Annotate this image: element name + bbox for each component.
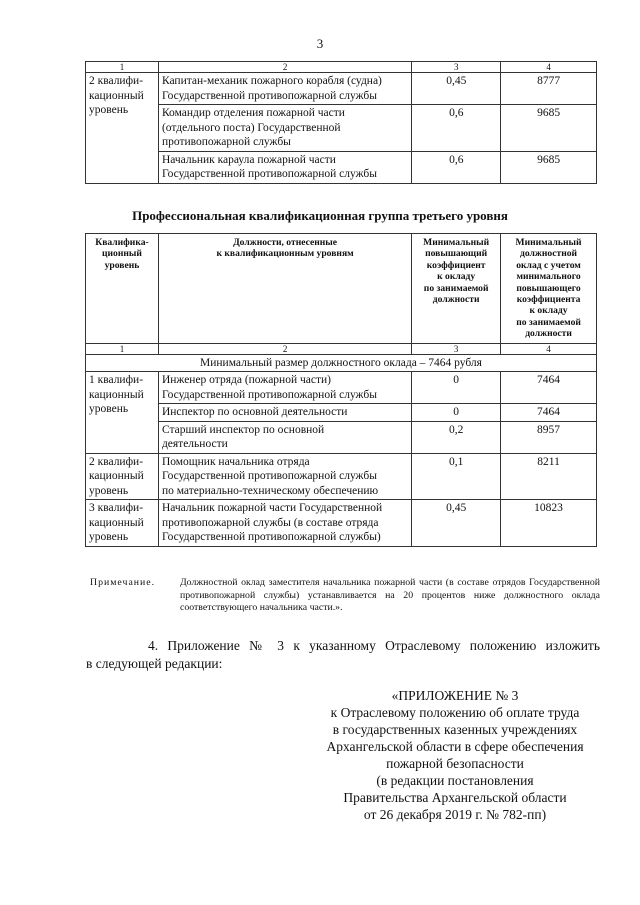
index-cell: 3	[412, 343, 501, 354]
table-row	[86, 105, 597, 152]
salary-cell: 7464	[501, 372, 597, 404]
appendix-line: Правительства Архангельской области	[343, 790, 567, 805]
page-number: 3	[316, 36, 324, 51]
paragraph-line: в следующей редакции:	[86, 656, 223, 671]
coef-cell: 0,6	[412, 151, 501, 183]
level-cell: 2 квалифи- кационный уровень	[86, 453, 159, 500]
header-coef: Минимальный повышающий коэффициент к окладу по занимаемой должности	[412, 234, 501, 344]
appendix-line: «ПРИЛОЖЕНИЕ № 3	[391, 688, 519, 703]
position-cell: Начальник караула пожарной части Государственной противопожарной службы	[158, 151, 411, 183]
note	[90, 577, 600, 615]
table-row	[86, 151, 597, 183]
index-cell: 4	[501, 62, 597, 73]
salary-cell: 7464	[501, 404, 597, 422]
appendix-line: Архангельской области в сфере обеспечения	[326, 739, 584, 754]
table-index-row	[86, 62, 597, 73]
index-cell: 2	[158, 343, 411, 354]
position-cell: Командир отделения пожарной части (отдельного поста) Государственной противопожарной службы	[158, 105, 411, 152]
amendment-paragraph	[86, 637, 600, 673]
header-position: Должности, отнесенные к квалификационным уровням	[158, 234, 411, 344]
level-cell: 2 квалифи- кационный уровень	[86, 73, 159, 184]
table-row	[86, 404, 597, 422]
salary-cell: 10823	[501, 500, 597, 547]
position-cell: Помощник начальника отряда Государственной противопожарной службы по материально-техническому обеспечению	[158, 453, 411, 500]
appendix-line: от 26 декабря 2019 г. № 782-пп)	[363, 807, 547, 822]
header-level: Квалифика- ционный уровень	[86, 234, 159, 344]
salary-cell: 8211	[501, 453, 597, 500]
note-label: Примечание.	[90, 577, 156, 588]
salary-cell: 9685	[501, 151, 597, 183]
note-text: Должностной оклад заместителя начальника пожарной части (в составе отрядов Государственной противопожарной службы) устанавливается на 20 процентов ниже должностного оклада соответствующего начальника части.».	[180, 577, 600, 614]
coef-cell: 0,1	[412, 453, 501, 500]
min-salary-row	[86, 354, 597, 372]
coef-cell: 0	[412, 404, 501, 422]
table-second-level-continuation	[85, 61, 597, 184]
coef-cell: 0	[412, 372, 501, 404]
appendix-line: к Отраслевому положению об оплате труда	[330, 705, 580, 720]
coef-cell: 0,45	[412, 500, 501, 547]
position-cell: Начальник пожарной части Государственной противопожарной службы (в составе отряда Государственной противопожарной службы)	[158, 500, 411, 547]
appendix-line: (в редакции постановления	[376, 773, 534, 788]
coef-cell: 0,45	[412, 73, 501, 105]
index-cell: 4	[501, 343, 597, 354]
header-salary: Минимальный должностной оклад с учетом минимального повышающего коэффициента к окладу по занимаемой должности	[501, 234, 597, 344]
min-salary-text: Минимальный размер должностного оклада – 7464 рубля	[86, 354, 597, 372]
table-third-level	[85, 233, 597, 547]
table-row	[86, 500, 597, 547]
table-row	[86, 453, 597, 500]
level-cell: 3 квалифи- кационный уровень	[86, 500, 159, 547]
paragraph-line: 4. Приложение № 3 к указанному Отраслевому положению изложить	[148, 638, 600, 653]
table-header-row	[86, 234, 597, 344]
table-row	[86, 372, 597, 404]
position-cell: Инженер отряда (пожарной части) Государственной противопожарной службы	[158, 372, 411, 404]
level-cell: 1 квалифи- кационный уровень	[86, 372, 159, 454]
position-cell: Старший инспектор по основной деятельности	[158, 421, 411, 453]
index-cell: 1	[86, 62, 159, 73]
table-row	[86, 421, 597, 453]
salary-cell: 9685	[501, 105, 597, 152]
index-cell: 3	[412, 62, 501, 73]
section-title: Профессиональная квалификационная группа третьего уровня	[132, 208, 508, 223]
position-cell: Инспектор по основной деятельности	[158, 404, 411, 422]
index-cell: 1	[86, 343, 159, 354]
coef-cell: 0,6	[412, 105, 501, 152]
table-row	[86, 73, 597, 105]
appendix-heading	[290, 687, 620, 823]
appendix-line: в государственных казенных учреждениях	[332, 722, 578, 737]
salary-cell: 8957	[501, 421, 597, 453]
index-cell: 2	[158, 62, 411, 73]
table-index-row	[86, 343, 597, 354]
salary-cell: 8777	[501, 73, 597, 105]
coef-cell: 0,2	[412, 421, 501, 453]
appendix-line: пожарной безопасности	[386, 756, 524, 771]
position-cell: Капитан-механик пожарного корабля (судна) Государственной противопожарной службы	[158, 73, 411, 105]
